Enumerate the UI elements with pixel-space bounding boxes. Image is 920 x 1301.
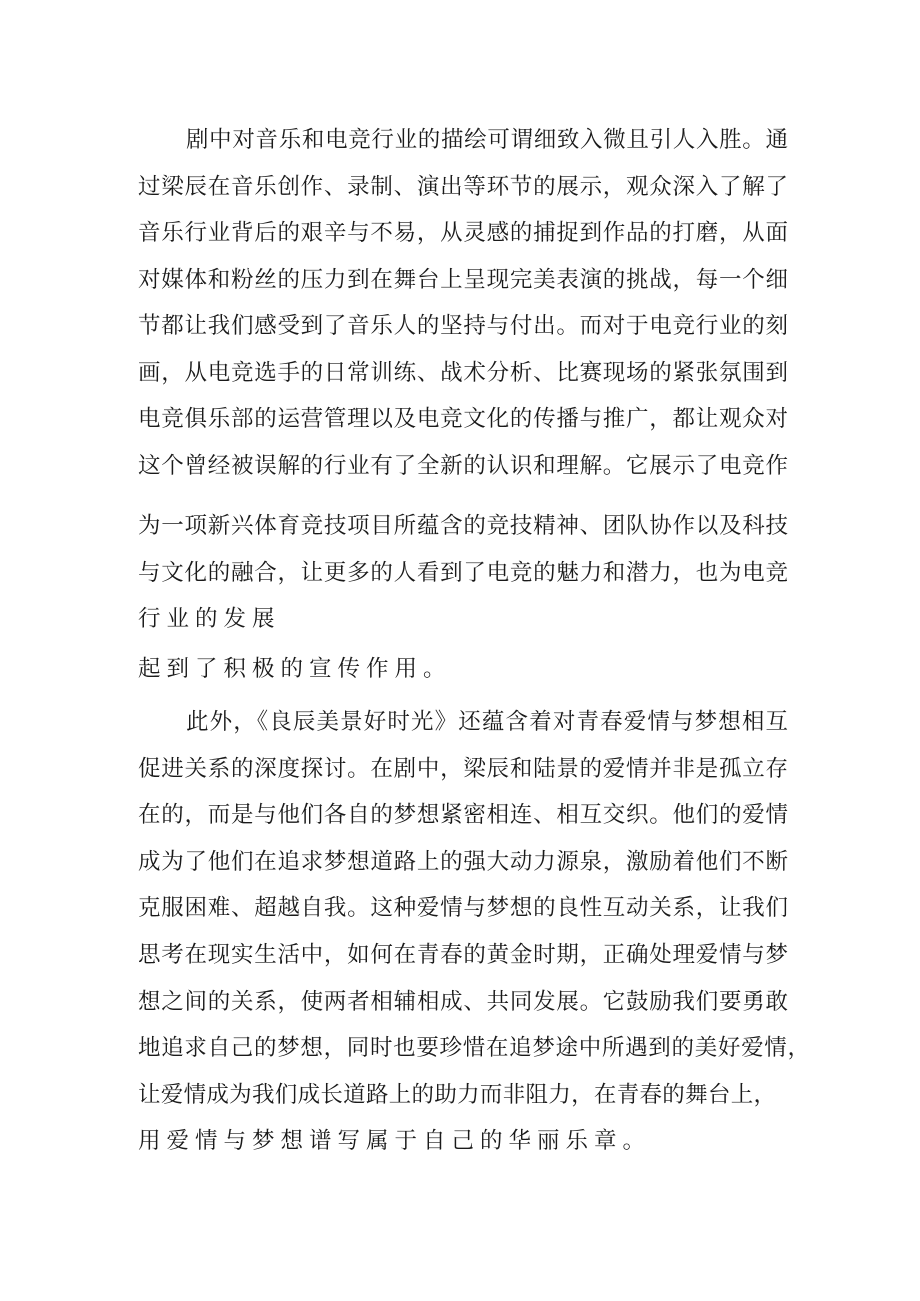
paragraph-line: 克服困难、超越自我。这种爱情与梦想的良性互动关系，让我们 [138, 895, 788, 921]
paragraph-line: 此外，《良辰美景好时光》还蕴含着对青春爱情与梦想相互 [186, 709, 788, 735]
paragraph-line: 想之间的关系，使两者相辅相成、共同发展。它鼓励我们要勇敢 [138, 989, 788, 1015]
paragraph-line: 成为了他们在追求梦想道路上的强大动力源泉，激励着他们不断 [138, 849, 788, 875]
paragraph-line: 这个曾经被误解的行业有了全新的认识和理解。它展示了电竞作 [138, 453, 788, 479]
paragraph-line: 过梁辰在音乐创作、录制、演出等环节的展示，观众深入了解了 [138, 174, 788, 200]
paragraph-line: 节都让我们感受到了音乐人的坚持与付出。而对于电竞行业的刻 [138, 313, 788, 339]
paragraph-line: 电竞俱乐部的运营管理以及电竞文化的传播与推广，都让观众对 [138, 406, 788, 432]
paragraph-line: 地追求自己的梦想，同时也要珍惜在追梦途中所遇到的美好爱情， [138, 1035, 810, 1061]
paragraph-line: 对媒体和粉丝的压力到在舞台上呈现完美表演的挑战，每一个细 [138, 267, 788, 293]
paragraph-line: 促进关系的深度探讨。在剧中，梁辰和陆景的爱情并非是孤立存 [138, 756, 788, 782]
paragraph-line: 在的，而是与他们各自的梦想紧密相连、相互交织。他们的爱情 [138, 802, 788, 828]
paragraph-line: 为一项新兴体育竞技项目所蕴含的竞技精神、团队协作以及科技 [138, 513, 788, 539]
paragraph-line: 音乐行业背后的艰辛与不易，从灵感的捕捉到作品的打磨，从面 [138, 220, 788, 246]
paragraph-line: 起到了积极的宣传作用。 [138, 656, 452, 682]
paragraph-line: 行业的发展 [138, 606, 281, 632]
paragraph-line: 画，从电竞选手的日常训练、战术分析、比赛现场的紧张氛围到 [138, 360, 788, 386]
paragraph-line: 与文化的融合，让更多的人看到了电竞的魅力和潜力，也为电竞 [138, 560, 788, 586]
paragraph-line: 思考在现实生活中，如何在青春的黄金时期，正确处理爱情与梦 [138, 942, 788, 968]
paragraph-line: 用爱情与梦想谱写属于自己的华丽乐章。 [138, 1128, 652, 1154]
paragraph-line: 让爱情成为我们成长道路上的助力而非阻力，在青春的舞台上， [138, 1082, 776, 1108]
paragraph-line: 剧中对音乐和电竞行业的描绘可谓细致入微且引人入胜。通 [186, 127, 788, 153]
